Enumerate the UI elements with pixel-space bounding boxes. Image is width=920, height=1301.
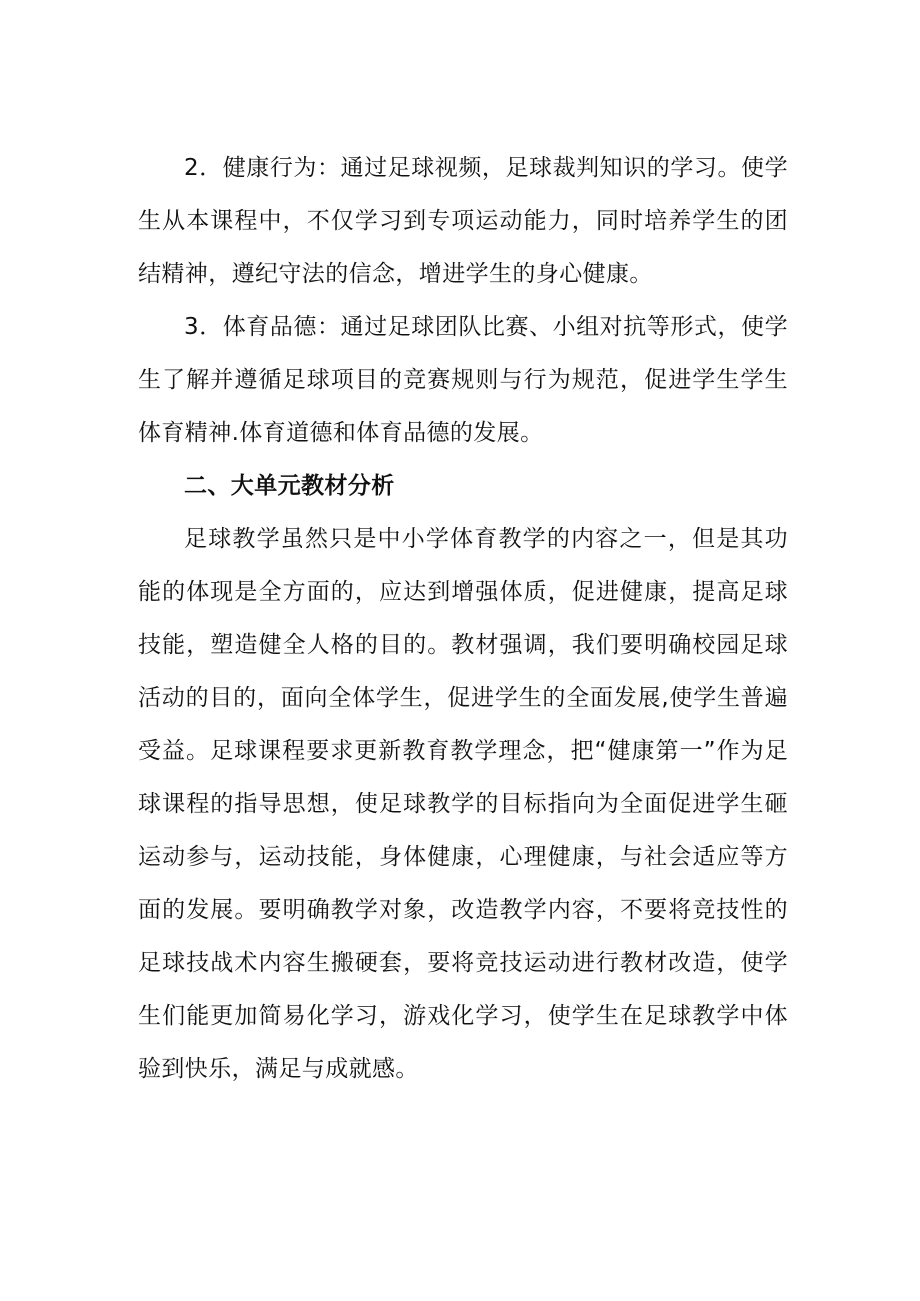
paragraph-health-behavior: 2．健康行为：通过足球视频，足球裁判知识的学习。使学生从本课程中，不仅学习到专项运动能力，同时培养学生的团结精神，遵纪守法的信念，增进学生的身心健康。 bbox=[138, 155, 788, 287]
paragraph-sports-ethics: 3．体育品德：通过足球团队比赛、小组对抗等形式，使学生了解并遵循足球项目的竞赛规则与行为规范，促进学生学生体育精神.体育道德和体育品德的发展。 bbox=[138, 314, 788, 446]
document-body bbox=[138, 142, 788, 1096]
paragraph-material-analysis: 足球教学虽然只是中小学体育教学的内容之一，但是其功能的体现是全方面的，应达到增强体质，促进健康，提高足球技能，塑造健全人格的目的。教材强调，我们要明确校园足球活动的目的，面向全体学生，促进学生的全面发展,使学生普遍受益。足球课程要求更新教育教学理念，把“健康第一”作为足球课程的指导思想，使足球教学的目标指向为全面促进学生砸运动参与，运动技能，身体健康，心理健康，与社会适应等方面的发展。要明确教学对象，改造教学内容，不要将竞技性的足球技战术内容生搬硬套，要将竞技运动进行教材改造，使学生们能更加简易化学习，游戏化学习，使学生在足球教学中体验到快乐，满足与成就感。 bbox=[138, 526, 788, 1082]
section-heading: 二、大单元教材分析 bbox=[184, 473, 395, 499]
